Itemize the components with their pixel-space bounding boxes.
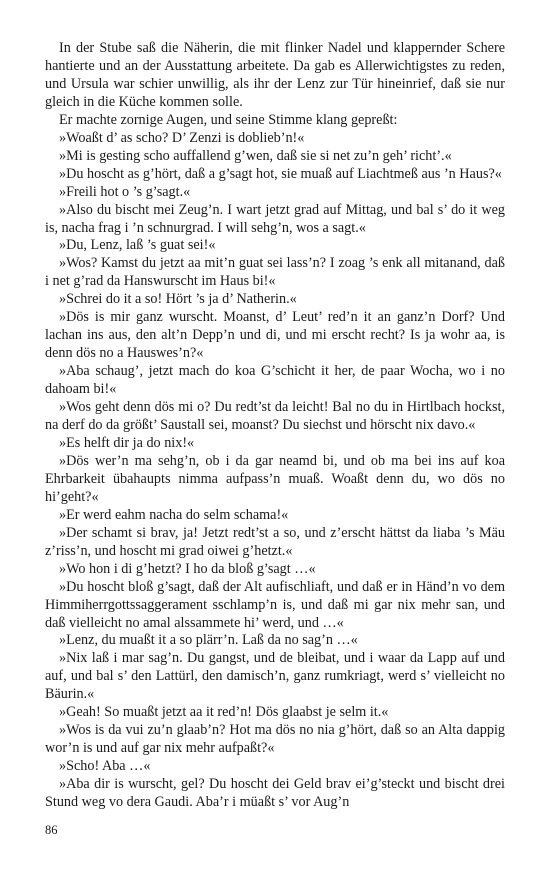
paragraph: »Er werd eahm nacha do selm schama!« xyxy=(59,506,289,523)
paragraph: »Lenz, du muaßt it a so plärr’n. Laß da no sag’n …« xyxy=(59,632,358,649)
paragraph: »Mi is gesting scho auffallend g’wen, daß sie si net zu’n geh’ richt’.« xyxy=(59,147,452,164)
paragraph: »Schrei do it a so! Hört ’s ja d’ Natherin.« xyxy=(59,291,297,308)
paragraph: »Du, Lenz, laß ’s guat sei!« xyxy=(59,237,216,254)
paragraph: »Woaßt d’ as scho? D’ Zenzi is doblieb’n!« xyxy=(59,129,305,146)
paragraph: »Du hoscht bloß g’sagt, daß der Alt aufischliaft, und daß er in Händ’n vo dem Himmiherrgottssaggerament sschlamp’n is, und daß mi gar nix mehr san, und daß vielleicht no amal alssammete hi’ werd, und …« xyxy=(45,578,505,631)
paragraph: »Nix laß i mar sag’n. Du gangst, und de bleibat, und i waar da Lapp auf und auf, und bal s’ den Lattürl, den damisch’n, ganz rumkriagt, werd s’ vielleicht no Bäurin.« xyxy=(45,650,505,703)
paragraph: »Aba schaug’, jetzt mach do koa G’schicht it her, de paar Wocha, wo i no dahoam bi!« xyxy=(45,363,505,398)
paragraph: »Wos is da vui zu’n glaab’n? Hot ma dös no nia g’hört, daß so an Alta dappig wor’n is und auf gar nix mehr aufpaßt?« xyxy=(45,722,505,757)
paragraph: »Der schamt si brav, ja! Jetzt redt’st a so, und z’erscht hättst da liaba ’s Mäu z’riss’n, und hoscht mi grad oiwei g’hetzt.« xyxy=(45,524,505,559)
paragraph: »Geah! So muaßt jetzt aa it red’n! Dös glaabst je selm it.« xyxy=(59,704,389,721)
paragraph: »Freili hot o ’s g’sagt.« xyxy=(59,183,191,200)
paragraph: »Wos geht denn dös mi o? Du redt’st da leicht! Bal no du in Hirtlbach hockst, na derf do da größt’ Saustall sei, moanst? Du siechst und hörscht nix davo.« xyxy=(45,399,505,434)
body-text xyxy=(45,40,505,812)
paragraph: »Es helft dir ja do nix!« xyxy=(59,434,195,451)
paragraph: »Wos? Kamst du jetzt aa mit’n guat sei lass’n? I zoag ’s enk all mitanand, daß i net g’rad da Hanswurscht im Haus bi!« xyxy=(45,255,505,290)
paragraph: »Also du bischt mei Zeug’n. I wart jetzt grad auf Mittag, und bal s’ do it weg is, nacha frag i ’n schnurgrad. I will sehg’n, wos a sagt.« xyxy=(45,201,505,236)
paragraph: »Du hoscht as g’hört, daß a g’sagt hot, sie muaß auf Liachtmeß aus ’n Haus?« xyxy=(59,165,502,182)
paragraph: In der Stube saß die Näherin, die mit flinker Nadel und klappernder Schere hantierte und an der Ausstattung arbeitete. Da gab es Allerwichtigstes zu reden, und Ursula war schier unwillig, als ihr der Lenz zur Tür hineinrief, daß sie nur gleich in die Küche kommen solle. xyxy=(45,40,505,110)
page-number: 86 xyxy=(45,823,58,837)
paragraph: »Wo hon i di g’hetzt? I ho da bloß g’sagt …« xyxy=(59,560,316,577)
paragraph: »Aba dir is wurscht, gel? Du hoscht dei Geld brav ei’g’steckt und bischt drei Stund weg vo dera Gaudi. Aba’r i müaßt s’ vor Aug’n xyxy=(45,776,505,811)
paragraph: »Scho! Aba …« xyxy=(59,758,151,775)
paragraph: »Dös wer’n ma sehg’n, ob i da gar neamd bi, und ob ma bei ins auf koa Ehrbarkeit übahaupts nimma aufpass’n muaß. Woaßt denn du, wo dös no hi’geht?« xyxy=(45,452,505,505)
paragraph: Er machte zornige Augen, und seine Stimme klang gepreßt: xyxy=(59,111,398,128)
paragraph: »Dös is mir ganz wurscht. Moanst, d’ Leut’ red’n it an ganz’n Dorf? Und lachan ins aus, den alt’n Depp’n und di, und mi erscht recht? Is ja wohr aa, is denn dös no a Hauswes’n?« xyxy=(45,309,505,362)
